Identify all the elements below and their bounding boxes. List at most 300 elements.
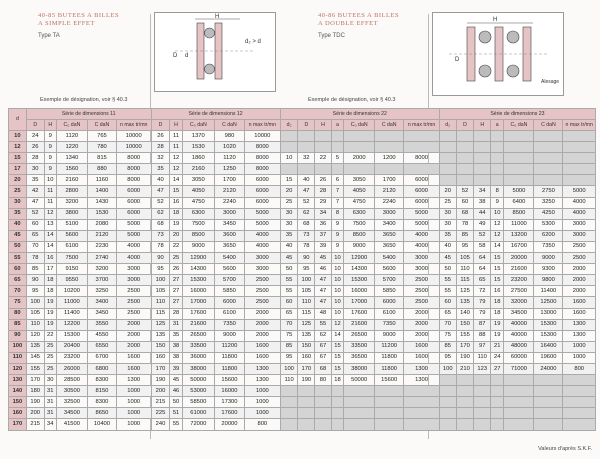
- table-cell: 9800: [534, 275, 563, 286]
- table-cell: 9000: [534, 253, 563, 264]
- table-cell: 2230: [87, 241, 116, 252]
- empty-cell: [534, 408, 563, 419]
- series-11: Série de dimensions 11: [26, 109, 151, 120]
- empty-cell: [491, 175, 504, 186]
- table-cell: 6000: [404, 175, 440, 186]
- table-cell: 3250: [87, 286, 116, 297]
- table-cell: 10: [331, 286, 343, 297]
- table-cell: 3650: [375, 230, 404, 241]
- table-cell: 5100: [56, 219, 87, 230]
- table-cell: 2000: [244, 319, 280, 330]
- empty-cell: [315, 397, 332, 408]
- empty-cell: [439, 153, 456, 164]
- table-cell: 49: [474, 219, 491, 230]
- table-cell: 4000: [244, 230, 280, 241]
- table-cell: 52: [151, 197, 170, 208]
- table-cell: 47: [315, 286, 332, 297]
- table-cell: 12: [170, 153, 182, 164]
- table-cell: 2160: [56, 175, 87, 186]
- table-cell: 3200: [56, 197, 87, 208]
- table-cell: 7: [331, 186, 343, 197]
- table-cell: 4000: [404, 241, 440, 252]
- empty-cell: [456, 419, 474, 430]
- table-cell: 27500: [504, 286, 534, 297]
- empty-cell: [298, 386, 315, 397]
- panel-ta-header: [38, 12, 148, 108]
- table-cell: 2120: [375, 186, 404, 197]
- empty-cell: [456, 408, 474, 419]
- table-cell: 30: [280, 219, 298, 230]
- table-cell: 100: [298, 275, 315, 286]
- table-cell: 7350: [214, 319, 244, 330]
- table-cell: 97: [474, 341, 491, 352]
- table-cell: 3800: [56, 208, 87, 219]
- table-cell: 2240: [375, 197, 404, 208]
- table-cell: 38: [170, 341, 182, 352]
- table-cell: 11: [170, 131, 182, 142]
- table-cell: 160: [151, 352, 170, 363]
- table-cell: 12: [491, 219, 504, 230]
- table-cell: 20000: [504, 253, 534, 264]
- table-cell: 1600: [116, 363, 151, 374]
- empty-cell: [280, 397, 298, 408]
- table-cell: 9300: [534, 264, 563, 275]
- table-cell: 6200: [534, 230, 563, 241]
- table-cell: 2500: [244, 286, 280, 297]
- col-C: C daN: [534, 120, 563, 131]
- col-D: D: [298, 120, 315, 131]
- col-H: H: [170, 120, 182, 131]
- empty-cell: [474, 419, 491, 430]
- table-cell: 150: [9, 397, 27, 408]
- table-cell: 1560: [56, 164, 87, 175]
- table-cell: 123: [474, 363, 491, 374]
- table-cell: 1700: [214, 175, 244, 186]
- table-cell: 11800: [375, 363, 404, 374]
- empty-cell: [456, 375, 474, 386]
- table-cell: 12: [44, 208, 56, 219]
- empty-cell: [298, 397, 315, 408]
- table-cell: 27: [170, 286, 182, 297]
- table-row: [9, 286, 596, 297]
- table-cell: 21: [491, 341, 504, 352]
- table-cell: 125: [456, 286, 474, 297]
- table-cell: 95: [280, 352, 298, 363]
- empty-cell: [534, 164, 563, 175]
- table-cell: 4050: [182, 186, 214, 197]
- table-cell: 7350: [534, 241, 563, 252]
- table-cell: 3450: [214, 219, 244, 230]
- table-cell: 9: [44, 131, 56, 142]
- table-cell: 3050: [182, 175, 214, 186]
- table-cell: 30: [439, 208, 456, 219]
- table-cell: 7500: [344, 219, 375, 230]
- table-cell: 18: [44, 275, 56, 286]
- table-cell: 1300: [404, 375, 440, 386]
- empty-cell: [298, 408, 315, 419]
- table-cell: 12200: [56, 319, 87, 330]
- empty-cell: [344, 164, 375, 175]
- table-cell: 160: [298, 352, 315, 363]
- table-row: [9, 197, 596, 208]
- table-cell: 6000: [404, 197, 440, 208]
- table-cell: 1120: [214, 153, 244, 164]
- table-cell: 55: [439, 275, 456, 286]
- empty-cell: [315, 386, 332, 397]
- col-d: d: [9, 109, 27, 131]
- table-cell: 1300: [244, 375, 280, 386]
- table-cell: 13000: [534, 308, 563, 319]
- table-cell: 125: [151, 319, 170, 330]
- table-cell: 19: [44, 297, 56, 308]
- table-cell: 60: [26, 219, 44, 230]
- table-cell: 16000: [182, 286, 214, 297]
- table-cell: 5000: [563, 186, 596, 197]
- table-cell: 31: [44, 397, 56, 408]
- table-cell: 14300: [344, 264, 375, 275]
- table-cell: 215: [26, 419, 44, 430]
- table-cell: 6100: [214, 308, 244, 319]
- table-cell: 9: [331, 219, 343, 230]
- col-H: H: [44, 120, 56, 131]
- table-cell: 2000: [116, 319, 151, 330]
- empty-cell: [456, 386, 474, 397]
- table-cell: 17600: [182, 308, 214, 319]
- table-cell: 35: [170, 330, 182, 341]
- table-cell: 17: [44, 264, 56, 275]
- table-cell: 70: [439, 319, 456, 330]
- table-cell: 9000: [182, 241, 214, 252]
- table-cell: 45: [439, 253, 456, 264]
- svg-text:d: d: [185, 53, 189, 59]
- table-cell: 1000: [563, 352, 596, 363]
- table-cell: 60: [439, 297, 456, 308]
- empty-cell: [474, 131, 491, 142]
- table-cell: 79: [474, 297, 491, 308]
- empty-cell: [474, 175, 491, 186]
- series-22: Série de dimensions 22: [280, 109, 439, 120]
- table-cell: 28500: [56, 375, 87, 386]
- table-cell: 3000: [244, 264, 280, 275]
- empty-cell: [504, 408, 534, 419]
- table-cell: 5000: [244, 219, 280, 230]
- table-cell: 2800: [56, 186, 87, 197]
- empty-cell: [474, 386, 491, 397]
- empty-cell: [331, 397, 343, 408]
- table-cell: 1600: [116, 352, 151, 363]
- table-cell: 135: [151, 330, 170, 341]
- table-cell: 4050: [344, 186, 375, 197]
- table-cell: 110: [26, 319, 44, 330]
- table-cell: 12500: [534, 297, 563, 308]
- table-cell: 47: [26, 197, 44, 208]
- table-cell: 64: [474, 264, 491, 275]
- table-cell: 1700: [375, 175, 404, 186]
- table-cell: 15300: [56, 330, 87, 341]
- table-cell: 125: [298, 319, 315, 330]
- empty-cell: [491, 408, 504, 419]
- table-cell: 20: [439, 186, 456, 197]
- table-cell: 1600: [244, 352, 280, 363]
- table-row: [9, 419, 596, 430]
- table-cell: 1000: [116, 419, 151, 430]
- table-cell: 6000: [375, 297, 404, 308]
- table-cell: 15: [331, 363, 343, 374]
- table-cell: 14300: [182, 264, 214, 275]
- table-cell: 150: [456, 319, 474, 330]
- table-cell: 53000: [182, 386, 214, 397]
- table-cell: 14: [491, 241, 504, 252]
- table-cell: 55: [170, 419, 182, 430]
- empty-cell: [280, 408, 298, 419]
- empty-cell: [534, 142, 563, 153]
- table-cell: 15: [280, 175, 298, 186]
- empty-cell: [504, 386, 534, 397]
- table-cell: 1000: [116, 397, 151, 408]
- table-cell: 765: [87, 131, 116, 142]
- table-cell: 190: [298, 375, 315, 386]
- table-cell: 140: [456, 308, 474, 319]
- table-cell: 27: [491, 363, 504, 374]
- empty-cell: [404, 386, 440, 397]
- table-cell: 2000: [563, 264, 596, 275]
- table-cell: 20: [170, 230, 182, 241]
- table-cell: 4000: [116, 253, 151, 264]
- table-cell: 3000: [375, 208, 404, 219]
- bearing-ta-diagram: [155, 13, 275, 91]
- table-cell: 1860: [182, 153, 214, 164]
- table-cell: 6800: [87, 363, 116, 374]
- col-d2: d₂: [439, 120, 456, 131]
- table-cell: 55: [9, 253, 27, 264]
- table-cell: 9: [331, 241, 343, 252]
- table-cell: 9: [491, 197, 504, 208]
- table-cell: 85: [280, 341, 298, 352]
- svg-text:H: H: [215, 14, 220, 20]
- table-cell: 1200: [375, 153, 404, 164]
- table-cell: 30: [439, 219, 456, 230]
- table-cell: 8650: [87, 408, 116, 419]
- empty-cell: [331, 408, 343, 419]
- table-cell: 65: [439, 308, 456, 319]
- empty-cell: [491, 419, 504, 430]
- table-cell: 11800: [214, 363, 244, 374]
- table-cell: 6000: [116, 197, 151, 208]
- table-row: [9, 330, 596, 341]
- table-cell: 8: [331, 208, 343, 219]
- table-cell: 23200: [504, 275, 534, 286]
- table-row: [9, 186, 596, 197]
- table-row: [9, 253, 596, 264]
- table-cell: 1530: [182, 142, 214, 153]
- table-cell: 7: [331, 197, 343, 208]
- empty-cell: [344, 142, 375, 153]
- empty-cell: [474, 164, 491, 175]
- table-cell: 4750: [344, 197, 375, 208]
- table-cell: 8150: [87, 386, 116, 397]
- table-cell: 190: [26, 397, 44, 408]
- table-cell: 40000: [504, 330, 534, 341]
- table-cell: 5000: [116, 230, 151, 241]
- table-cell: 29: [315, 197, 332, 208]
- empty-cell: [375, 164, 404, 175]
- empty-cell: [439, 408, 456, 419]
- empty-cell: [534, 386, 563, 397]
- table-cell: 170: [151, 363, 170, 374]
- table-cell: 36500: [344, 352, 375, 363]
- table-cell: 90: [9, 330, 27, 341]
- table-cell: 6000: [244, 175, 280, 186]
- table-cell: 90: [298, 253, 315, 264]
- table-cell: 11800: [375, 352, 404, 363]
- table-cell: 6300: [182, 208, 214, 219]
- table-cell: 25: [280, 197, 298, 208]
- table-cell: 52: [474, 230, 491, 241]
- empty-cell: [563, 375, 596, 386]
- table-cell: 10000: [244, 131, 280, 142]
- table-cell: 14: [170, 175, 182, 186]
- table-cell: 28: [170, 308, 182, 319]
- table-cell: 50000: [182, 375, 214, 386]
- table-cell: 25: [44, 341, 56, 352]
- table-cell: 40: [439, 241, 456, 252]
- table-cell: 110: [280, 375, 298, 386]
- empty-cell: [331, 419, 343, 430]
- table-cell: 55: [439, 286, 456, 297]
- table-cell: 58500: [182, 397, 214, 408]
- table-cell: 50: [439, 264, 456, 275]
- table-cell: 16400: [534, 341, 563, 352]
- table-cell: 39: [315, 241, 332, 252]
- empty-cell: [491, 164, 504, 175]
- empty-cell: [563, 153, 596, 164]
- table-cell: 50: [170, 397, 182, 408]
- table-cell: 70: [9, 286, 27, 297]
- table-row: [9, 297, 596, 308]
- table-cell: 6400: [504, 197, 534, 208]
- empty-cell: [375, 142, 404, 153]
- table-cell: 15: [491, 264, 504, 275]
- table-cell: 47: [298, 186, 315, 197]
- table-cell: 5000: [116, 219, 151, 230]
- bearing-spec-table: [8, 108, 596, 431]
- table-cell: 90: [151, 253, 170, 264]
- table-cell: 880: [87, 164, 116, 175]
- table-cell: 3450: [87, 308, 116, 319]
- table-cell: 8000: [244, 164, 280, 175]
- table-cell: 26500: [344, 330, 375, 341]
- table-row: [9, 386, 596, 397]
- table-cell: 11400: [534, 286, 563, 297]
- table-cell: 11000: [504, 219, 534, 230]
- table-cell: 95: [298, 264, 315, 275]
- table-cell: 26: [151, 131, 170, 142]
- table-cell: 9000: [214, 330, 244, 341]
- panel-tdc-subtitle: A DOUBLE EFFET: [318, 20, 379, 27]
- col-D: D: [456, 120, 474, 131]
- table-cell: 10200: [56, 286, 87, 297]
- table-cell: 6000: [116, 208, 151, 219]
- table-cell: 24: [491, 352, 504, 363]
- table-cell: 6000: [244, 186, 280, 197]
- table-cell: 780: [87, 142, 116, 153]
- empty-cell: [474, 375, 491, 386]
- table-cell: 190: [456, 352, 474, 363]
- table-cell: 2000: [116, 341, 151, 352]
- table-cell: 1020: [214, 142, 244, 153]
- empty-cell: [474, 153, 491, 164]
- table-cell: 95: [26, 286, 44, 297]
- table-cell: 6100: [375, 308, 404, 319]
- table-cell: 1000: [563, 341, 596, 352]
- table-cell: 5850: [214, 286, 244, 297]
- empty-cell: [439, 375, 456, 386]
- table-cell: 10: [44, 175, 56, 186]
- table-cell: 9000: [375, 330, 404, 341]
- table-cell: 15300: [534, 330, 563, 341]
- col-D: D: [26, 120, 44, 131]
- table-row: [9, 308, 596, 319]
- table-cell: 25: [44, 352, 56, 363]
- table-cell: 4000: [563, 197, 596, 208]
- table-row: [9, 142, 596, 153]
- table-cell: 15: [170, 186, 182, 197]
- table-cell: 170: [298, 363, 315, 374]
- table-cell: 60: [280, 297, 298, 308]
- table-cell: 17000: [182, 297, 214, 308]
- table-cell: 2120: [214, 186, 244, 197]
- empty-cell: [375, 419, 404, 430]
- table-cell: 12: [9, 142, 27, 153]
- table-cell: 31: [44, 408, 56, 419]
- table-row: [9, 131, 596, 142]
- table-cell: 60: [456, 197, 474, 208]
- table-row: [9, 363, 596, 374]
- table-cell: 15: [331, 341, 343, 352]
- table-cell: 3400: [375, 219, 404, 230]
- empty-cell: [331, 164, 343, 175]
- empty-cell: [534, 397, 563, 408]
- table-cell: 3000: [404, 253, 440, 264]
- table-cell: 1430: [87, 197, 116, 208]
- table-cell: 28: [26, 153, 44, 164]
- table-cell: 73: [151, 230, 170, 241]
- empty-cell: [563, 408, 596, 419]
- table-cell: 5400: [375, 253, 404, 264]
- svg-text:Alesage: Alesage: [541, 79, 560, 85]
- table-cell: 2000: [244, 330, 280, 341]
- table-cell: 18: [491, 297, 504, 308]
- empty-cell: [344, 131, 375, 142]
- table-cell: 19: [170, 219, 182, 230]
- table-cell: 22: [315, 153, 332, 164]
- empty-cell: [375, 386, 404, 397]
- table-cell: 75: [9, 297, 27, 308]
- table-cell: 10400: [87, 419, 116, 430]
- table-cell: 3550: [87, 319, 116, 330]
- table-cell: 10000: [116, 131, 151, 142]
- table-cell: 5700: [214, 275, 244, 286]
- table-cell: 5000: [244, 208, 280, 219]
- table-cell: 95: [456, 241, 474, 252]
- table-cell: 3000: [563, 219, 596, 230]
- table-cell: 3000: [214, 208, 244, 219]
- col-H: H: [315, 120, 332, 131]
- table-cell: 1300: [563, 319, 596, 330]
- panel-tdc-header: [318, 12, 428, 108]
- table-cell: 105: [26, 308, 44, 319]
- table-cell: 3250: [534, 197, 563, 208]
